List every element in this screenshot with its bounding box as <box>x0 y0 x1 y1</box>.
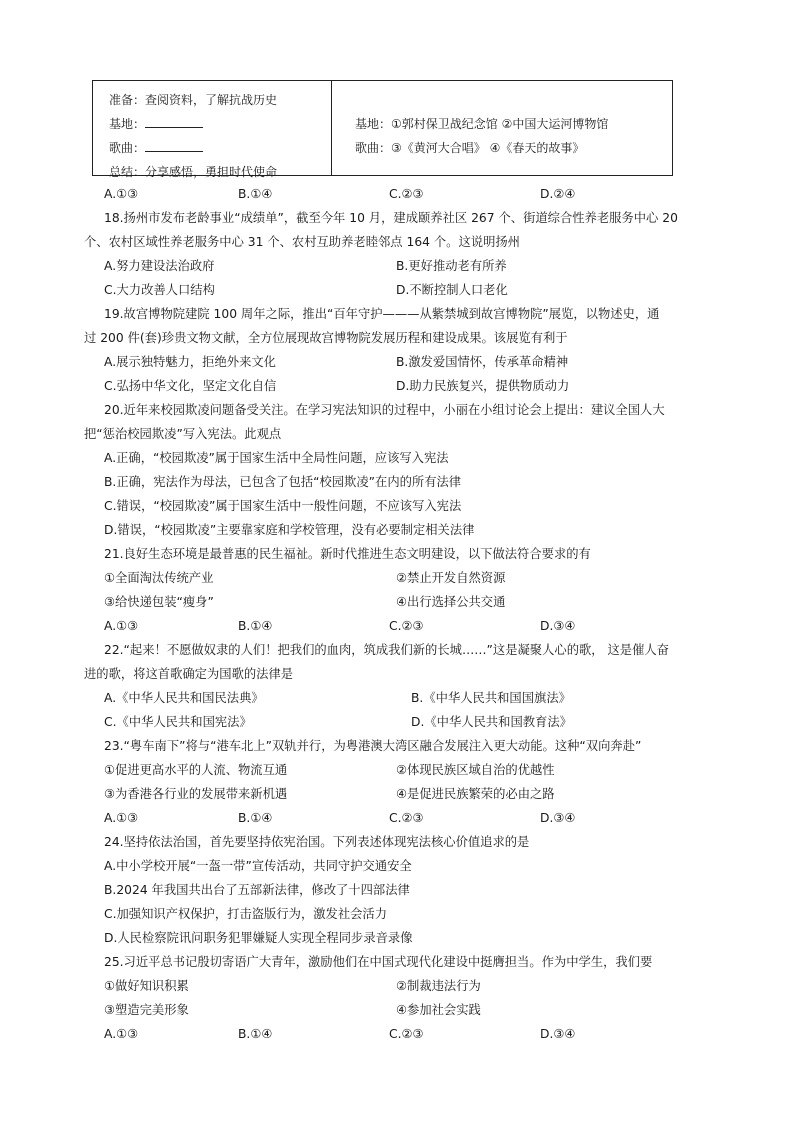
base-label: 基地： <box>109 117 146 131</box>
song-options: 歌曲：③《黄河大合唱》 ④《春天的故事》 <box>355 141 585 155</box>
q18-option-d: D.不断控制人口老化 <box>396 283 508 297</box>
q22-option-d: D.《中华人民共和国教育法》 <box>411 715 572 729</box>
q22-stem-line2: 进的歌，将这首歌确定为国歌的法律是 <box>84 667 294 681</box>
base-blank <box>145 115 203 128</box>
q20-option-b: B.正确，宪法作为母法，已包含了包括“校园欺凌”在内的所有法律 <box>104 475 462 489</box>
q18-option-b: B.更好推动老有所养 <box>396 259 507 273</box>
q20-stem-line2: 把“惩治校园欺凌”写入宪法。此观点 <box>84 427 282 441</box>
q23-option-b: B.①④ <box>238 811 273 825</box>
q23-stem-line1: 23.“粤车南下”将与“港车北上”双轨并行，为粤港澳大湾区融合发展注入更大动能。这种“双向奔赴” <box>104 739 642 753</box>
q20-option-c: C.错误，“校园欺凌”属于国家生活中一般性问题，不应该写入宪法 <box>104 499 462 513</box>
q24-option-a: A.中小学校开展“一盔一带”宣传活动，共同守护交通安全 <box>104 859 412 873</box>
q20-stem-line1: 20.近年来校园欺凌问题备受关注。在学习宪法知识的过程中，小丽在小组讨论会上提出：建议全国人大 <box>104 403 665 417</box>
q25-stem-line1: 25.习近平总书记殷切寄语广大青年，激励他们在中国式现代化建设中挺膺担当。作为中学生，我们要 <box>104 955 653 969</box>
q23-item-2: ②体现民族区域自治的优越性 <box>396 763 555 777</box>
q21-item-2: ②禁止开发自然资源 <box>396 571 506 585</box>
q24-stem-line1: 24.坚持依法治国，首先要坚持依宪治国。下列表述体现宪法核心价值追求的是 <box>104 835 530 849</box>
q19-stem-line2: 过 200 件(套)珍贵文物文献，全方位展现故宫博物院发展历程和建设成果。该展览有利于 <box>84 331 568 345</box>
prep-line: 准备：查阅资料，了解抗战历史 <box>109 93 278 107</box>
song-label: 歌曲： <box>109 141 146 155</box>
q19-option-c: C.弘扬中华文化，坚定文化自信 <box>104 379 277 393</box>
q25-item-4: ④参加社会实践 <box>396 1003 481 1017</box>
q24-option-b: B.2024 年我国共出台了五部新法律，修改了十四部法律 <box>104 883 410 897</box>
q21-item-4: ④出行选择公共交通 <box>396 595 506 609</box>
q21-stem-line1: 21.良好生态环境是最普惠的民生福祉。新时代推进生态文明建设，以下做法符合要求的有 <box>104 547 591 561</box>
q24-option-d: D.人民检察院讯问职务犯罪嫌疑人实现全程同步录音录像 <box>104 931 413 945</box>
q25-item-1: ①做好知识积累 <box>104 979 189 993</box>
q21-option-b: B.①④ <box>238 619 273 633</box>
song-blank-line <box>109 136 331 160</box>
q22-option-a: A.《中华人民共和国民法典》 <box>104 691 264 705</box>
q22-option-c: C.《中华人民共和国宪法》 <box>104 715 252 729</box>
q25-item-2: ②制裁违法行为 <box>396 979 481 993</box>
q21-option-a: A.①③ <box>104 619 139 633</box>
base-options: 基地：①郭村保卫战纪念馆 ②中国大运河博物馆 <box>355 117 609 131</box>
q19-option-d: D.助力民族复兴，提供物质动力 <box>396 379 570 393</box>
q21-option-d: D.③④ <box>540 619 576 633</box>
q20-option-d: D.错误，“校园欺凌”主要靠家庭和学校管理，没有必要制定相关法律 <box>104 523 475 537</box>
q22-option-b: B.《中华人民共和国国旗法》 <box>411 691 571 705</box>
q22-stem-line1: 22.“起来！不愿做奴隶的人们！把我们的血肉，筑成我们新的长城……”这是凝聚人心的歌， 这是催人奋 <box>104 643 669 657</box>
q18-option-c: C.大力改善人口结构 <box>104 283 215 297</box>
q20-option-a: A.正确，“校园欺凌”属于国家生活中全局性问题，应该写入宪法 <box>104 451 449 465</box>
q17-option-d: D.②④ <box>540 187 576 201</box>
table-right-cell <box>332 81 672 175</box>
q18-stem-line2: 个、农村区域性养老服务中心 31 个、农村互助养老睦邻点 164 个。这说明扬州 <box>84 235 520 249</box>
q23-item-3: ③为香港各行业的发展带来新机遇 <box>104 787 288 801</box>
q17-option-c: C.②③ <box>389 187 424 201</box>
q17-option-a: A.①③ <box>104 187 139 201</box>
q18-stem-line1: 18.扬州市发布老龄事业“成绩单”，截至今年 10 月，建成颐养社区 267 个、街道综合性养老服务中心 20 <box>104 211 678 225</box>
q24-option-c: C.加强知识产权保护，打击盗版行为，激发社会活力 <box>104 907 388 921</box>
q23-option-c: C.②③ <box>389 811 424 825</box>
q25-option-a: A.①③ <box>104 1027 139 1041</box>
base-blank-line <box>109 112 331 136</box>
activity-table <box>92 80 673 179</box>
q23-item-1: ①促进更高水平的人流、物流互通 <box>104 763 288 777</box>
q25-option-d: D.③④ <box>540 1027 576 1041</box>
table-left-cell <box>93 81 332 179</box>
q25-item-3: ③塑造完美形象 <box>104 1003 189 1017</box>
q21-item-3: ③给快递包装“瘦身” <box>104 595 214 609</box>
q21-option-c: C.②③ <box>389 619 424 633</box>
q17-option-b: B.①④ <box>238 187 273 201</box>
q18-option-a: A.努力建设法治政府 <box>104 259 215 273</box>
q23-item-4: ④是促进民族繁荣的必由之路 <box>396 787 555 801</box>
q19-option-a: A.展示独特魅力，拒绝外来文化 <box>104 355 276 369</box>
q21-item-1: ①全面淘汰传统产业 <box>104 571 214 585</box>
song-blank <box>145 139 203 152</box>
q23-option-a: A.①③ <box>104 811 139 825</box>
q23-option-d: D.③④ <box>540 811 576 825</box>
q25-option-b: B.①④ <box>238 1027 273 1041</box>
q19-stem-line1: 19.故宫博物院建院 100 周年之际，推出“百年守护———从紫禁城到故宫博物院”展览，以物述史，通 <box>104 307 660 321</box>
q19-option-b: B.激发爱国情怀，传承革命精神 <box>396 355 569 369</box>
q25-option-c: C.②③ <box>389 1027 424 1041</box>
summary-line: 总结：分享感悟，勇担时代使命 <box>109 165 278 179</box>
